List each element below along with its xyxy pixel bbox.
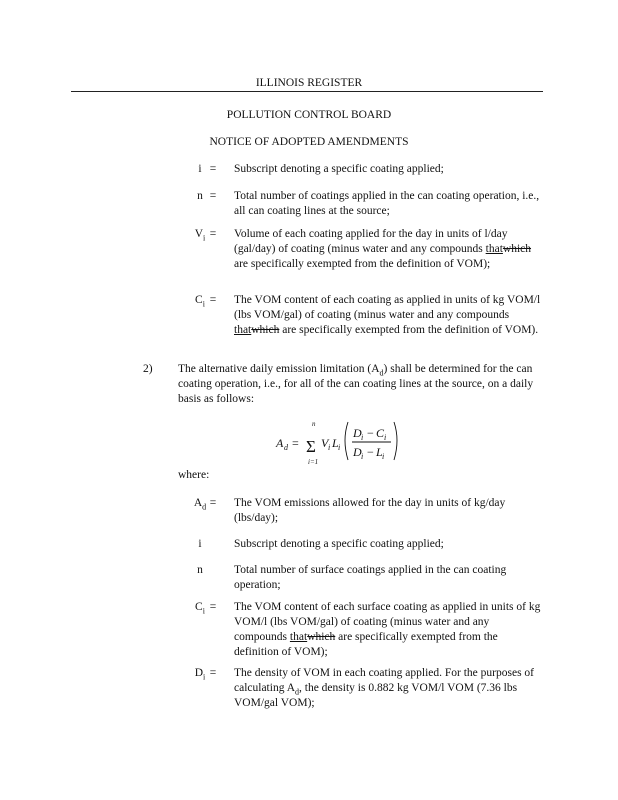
def-text-di: The density of VOM in each coating applied. For the purposes of calculating $A_d$, the density is 0.882 kg VOM/l VOM (7.36 lbs VOM/gal VOM); (234, 667, 534, 709)
num-minus: − (367, 426, 374, 440)
den-op: − (367, 445, 374, 459)
def-symbol-i: i (198, 538, 202, 550)
deleted-word: which (502, 243, 532, 255)
emission-formula (270, 410, 400, 476)
where-label: where: (178, 469, 210, 481)
inserted-word: that (289, 631, 308, 643)
def-symbol-ci: $C_i$ (195, 601, 205, 616)
inserted-word: that (485, 243, 503, 255)
def-text-vi: Volume of each coating applied for the day in units of l/day (gal/day) of coating (minus water and any compounds thatwhich are specifically exempted from the definition of VOM); (234, 228, 532, 270)
sum-sign: Σ (306, 437, 316, 456)
num-d: D (353, 426, 362, 440)
deleted-word: which (251, 324, 280, 336)
term-v: V (321, 436, 329, 450)
item-text: The alternative daily emission limitation $(A_d)$ shall be determined for the can coating operation, i.e., for all of the can coating lines at the source, on a daily basis as follows: (178, 363, 534, 405)
def-symbol-ci: $C_i$ (195, 294, 205, 309)
num-d-sub: i (361, 433, 364, 442)
item-number: 2) (143, 363, 153, 375)
term-l-sub: i (338, 443, 341, 452)
den-l: L (376, 445, 383, 459)
den-d-sub: i (361, 452, 364, 461)
sum-lower: i=1 (308, 458, 319, 466)
num-c: C (376, 426, 385, 440)
def-text-ci: The VOM content of each surface coating as applied in units of kg VOM/l (lbs VOM/gal) of coating (minus water and any compounds thatwhich are specifically exempted from the definition of VOM); (234, 601, 541, 658)
def-equals: = (209, 228, 217, 240)
def-equals: = (209, 294, 217, 306)
header-rule (71, 91, 543, 92)
board-title: POLLUTION CONTROL BOARD (226, 109, 392, 121)
register-title: ILLINOIS REGISTER (255, 77, 363, 89)
formula-lhs: A (276, 436, 284, 450)
deleted-word: which (307, 631, 336, 643)
def-text-i: Subscript denoting a specific coating applied; (234, 163, 444, 175)
def-equals: = (209, 497, 217, 509)
sum-upper: n (312, 420, 316, 428)
formula-equals: = (292, 436, 299, 450)
notice-title: NOTICE OF ADOPTED AMENDMENTS (209, 136, 409, 148)
def-symbol-ad: $A_d$ (193, 497, 207, 512)
den-d: D (353, 445, 362, 459)
def-equals: = (209, 190, 217, 202)
def-symbol-n: n (197, 564, 203, 576)
def-equals: = (209, 163, 217, 175)
def-equals: = (209, 667, 217, 679)
def-symbol-i: i (198, 163, 202, 175)
term-l: L (332, 436, 339, 450)
def-text-n: Total number of surface coatings applied in the can coating operation; (234, 564, 507, 591)
den-l-sub: i (382, 452, 385, 461)
def-text-ad: The VOM emissions allowed for the day in units of kg/day (lbs/day); (234, 497, 506, 524)
paren-left (345, 422, 348, 460)
def-equals: = (209, 601, 217, 613)
def-symbol-di: $D_i$ (194, 667, 206, 682)
def-symbol-n: n (197, 190, 203, 202)
def-text-n: Total number of coatings applied in the can coating operation, i.e., all can coating lines at the source; (234, 190, 540, 217)
term-v-sub: i (328, 443, 331, 452)
formula-lhs-sub: d (284, 443, 288, 452)
inserted-word: that (234, 324, 252, 336)
def-text-i: Subscript denoting a specific coating applied; (234, 538, 444, 550)
def-text-ci: The VOM content of each coating as applied in units of kg VOM/l (lbs VOM/gal) of coating (minus water and any compounds thatwhich are specifically exempted from the definition of VOM). (234, 294, 541, 336)
paren-right (394, 422, 397, 460)
def-symbol-vi: $V_i$ (194, 228, 206, 243)
num-c-sub: i (384, 433, 387, 442)
